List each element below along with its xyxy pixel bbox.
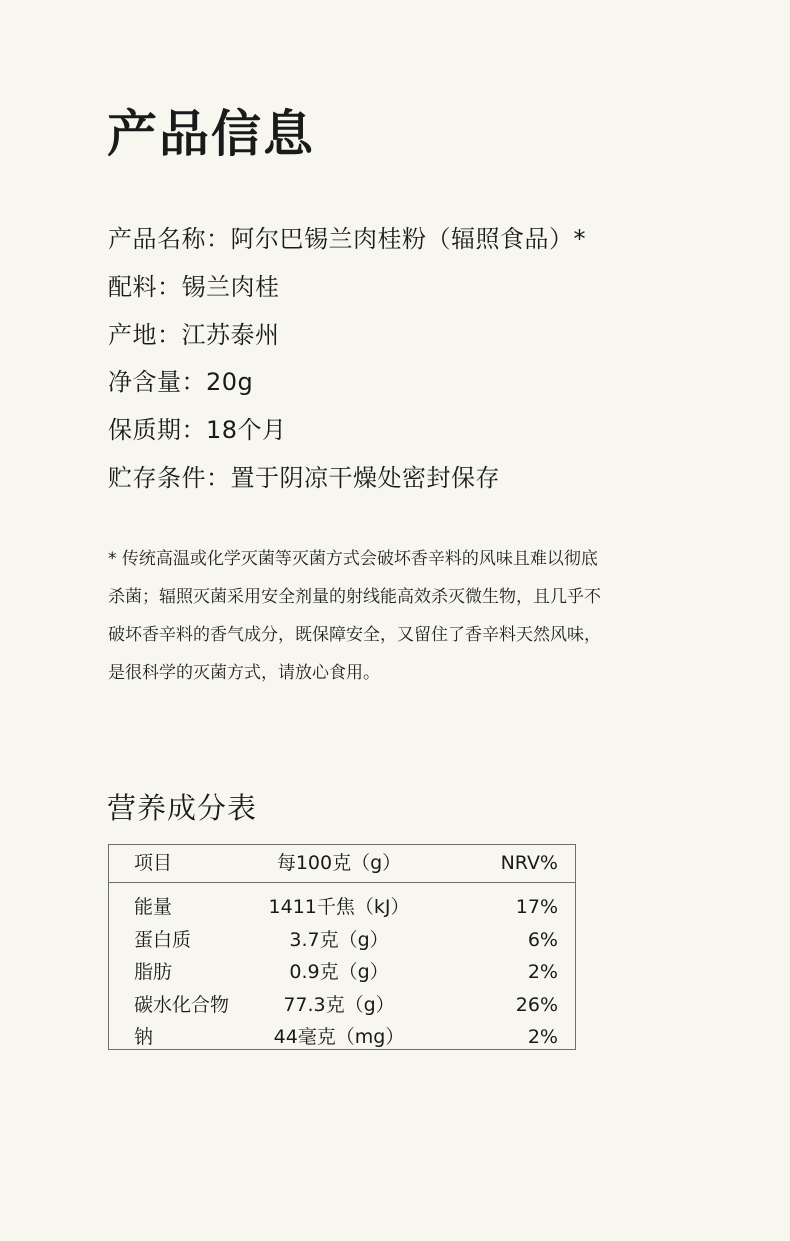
nutrient-amount: 77.3克（g） [283,993,395,1016]
info-value: 锡兰肉桂 [181,272,280,301]
nutrient-name: 能量 [134,896,173,918]
info-label: 产品名称： [108,225,231,253]
header-per-100g: 每100克（g） [276,852,402,874]
info-value: 18个月 [206,416,287,445]
nutrition-table-header [109,845,575,883]
nutrient-name: 脂肪 [134,961,173,983]
info-label: 保质期： [108,416,206,445]
nutrient-nrv: 2% [527,1026,558,1048]
nutrient-nrv: 6% [527,928,558,951]
nutrient-amount: 1411千焦（kJ） [268,896,410,918]
nutrition-title: 营养成分表 [107,791,258,825]
info-row-product-name [108,216,586,264]
nutrition-table [108,844,576,1050]
nutrient-amount: 44毫克（mg） [273,1026,405,1048]
nutrient-name: 钠 [134,1026,154,1048]
nutrient-name: 蛋白质 [134,928,192,951]
table-row [109,924,575,957]
info-label: 净含量： [108,368,206,397]
info-row-storage [108,455,586,503]
info-row-net-content [108,359,586,407]
table-row [109,891,575,924]
irradiation-note: * 传统高温或化学灭菌等灭菌方式会破坏香辛料的风味且难以彻底杀菌；辐照灭菌采用安全剂量的射线能高效杀灭微生物，且几乎不破坏香辛料的香气成分，既保障安全，又留住了香辛料天然风味，是很科学的灭菌方式，请放心食用。 [108,549,601,683]
info-value: 20g [206,368,254,397]
info-row-ingredients [108,264,586,312]
header-item: 项目 [134,852,173,874]
info-label: 产地： [108,320,182,349]
nutrient-nrv: 2% [527,961,558,983]
info-value: 置于阴凉干燥处密封保存 [230,463,500,492]
nutrient-name: 碳水化合物 [134,993,230,1016]
nutrient-amount: 3.7克（g） [289,928,389,951]
info-label: 贮存条件： [108,463,231,492]
nutrient-nrv: 17% [515,896,558,918]
info-value: 阿尔巴锡兰肉桂粉（辐照食品）* [230,225,586,253]
table-row [109,1021,575,1054]
header-nrv: NRV% [500,852,558,874]
table-row [109,956,575,989]
nutrition-table-body [109,883,575,1054]
info-row-shelf-life [108,407,586,455]
nutrient-nrv: 26% [515,993,558,1016]
info-row-origin [108,312,586,360]
info-label: 配料： [108,272,182,301]
nutrient-amount: 0.9克（g） [289,961,389,983]
product-info-list [108,216,586,503]
table-row [109,989,575,1022]
info-value: 江苏泰州 [181,320,280,349]
page-title: 产品信息 [107,105,315,163]
